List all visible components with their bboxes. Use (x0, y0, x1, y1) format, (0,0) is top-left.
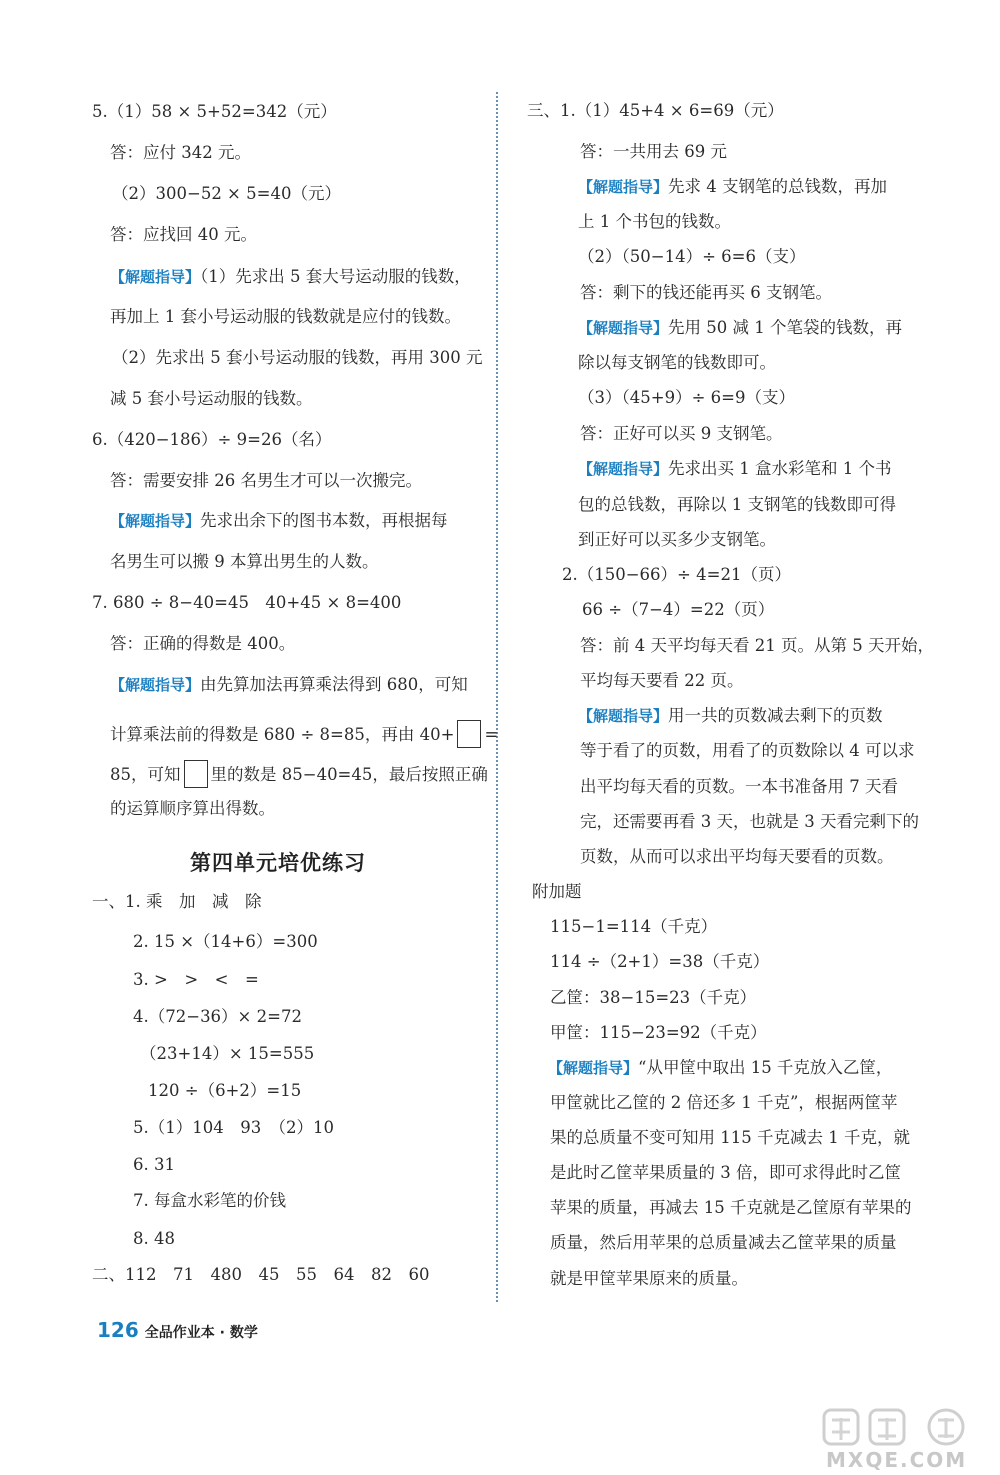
answer-line: 答：正确的得数是 400。 (110, 634, 296, 653)
answer-line: 一、1. 乘 加 减 除 (92, 892, 262, 911)
hint-tag: 【解题指导】 (578, 707, 669, 725)
answer-line: 答：应付 342 元。 (110, 143, 251, 162)
answer-line: 114 ÷（2+1）=38（千克） (550, 952, 770, 971)
blank-box (184, 760, 208, 788)
hint-tag: 【解题指导】 (110, 512, 201, 530)
answer-line: 5.（1）58 × 5+52=342（元） (92, 102, 337, 121)
answer-line: 三、1.（1）45+4 × 6=69（元） (527, 101, 784, 120)
hint-line: 【解题指导】先求出余下的图书本数，再根据每 (110, 511, 448, 530)
hint-line: 【解题指导】先求出买 1 盒水彩笔和 1 个书 (578, 459, 892, 478)
hint-text: 里的数是 85−40=45，最后按照正确 (210, 765, 488, 784)
answer-line: （3）（45+9）÷ 6=9（支） (578, 388, 795, 407)
answer-line: 平均每天要看 22 页。 (580, 671, 744, 690)
hint-line: 苹果的质量，再减去 15 千克就是乙筐原有苹果的 (550, 1198, 912, 1217)
hint-tag: 【解题指导】 (578, 178, 669, 196)
answer-line: 2. 15 ×（14+6）=300 (133, 932, 318, 951)
page-number: 126 (97, 1318, 139, 1342)
hint-line: 【解题指导】先求 4 支钢笔的总钱数，再加 (578, 177, 888, 196)
hint-line: 【解题指导】“从甲筐中取出 15 千克放入乙筐， (548, 1058, 893, 1077)
hint-tag: 【解题指导】 (578, 319, 669, 337)
answer-line: 120 ÷（6+2）=15 (148, 1081, 302, 1100)
hint-tag: 【解题指导】 (110, 268, 201, 286)
blank-box (457, 720, 481, 748)
hint-line: 的运算顺序算出得数。 (110, 799, 275, 818)
section-label: 附加题 (532, 882, 582, 901)
hint-line: （2）先求出 5 套小号运动服的钱数，再用 300 元 (112, 348, 483, 367)
hint-line: 【解题指导】（1）先求出 5 套大号运动服的钱数， (110, 267, 471, 286)
answer-line: 答：正好可以买 9 支钢笔。 (580, 424, 783, 443)
hint-line: 【解题指导】由先算加法再算乘法得到 680，可知 (110, 675, 468, 694)
hint-tag: 【解题指导】 (578, 460, 669, 478)
section-title: 第四单元培优练习 (190, 851, 366, 875)
hint-line: 到正好可以买多少支钢笔。 (578, 530, 776, 549)
answer-line: 2.（150−66）÷ 4=21（页） (562, 565, 791, 584)
answer-line: 答：剩下的钱还能再买 6 支钢笔。 (580, 283, 832, 302)
answer-line: （2）（50−14）÷ 6=6（支） (578, 247, 806, 266)
hint-tag: 【解题指导】 (548, 1059, 639, 1077)
column-divider (496, 92, 498, 1302)
hint-line (110, 720, 498, 748)
answer-line: 答：前 4 天平均每天看 21 页。从第 5 天开始， (580, 636, 934, 655)
hint-line: 再加上 1 套小号运动服的钱数就是应付的钱数。 (110, 307, 461, 326)
hint-line: 名男生可以搬 9 本算出男生的人数。 (110, 552, 379, 571)
hint-text: 85，可知 (110, 765, 181, 784)
answer-line: 3. > > < = (133, 970, 259, 989)
watermark-text: MXQE.COM (826, 1448, 968, 1472)
answer-line: 乙筐：38−15=23（千克） (550, 988, 757, 1007)
answer-line: 5.（1）104 93 （2）10 (133, 1118, 334, 1137)
answer-line: 答：需要安排 26 名男生才可以一次搬完。 (110, 471, 422, 490)
answer-line: 8. 48 (133, 1229, 175, 1248)
answer-line: 4.（72−36）× 2=72 (133, 1007, 302, 1026)
answer-line: 6. 31 (133, 1155, 175, 1174)
hint-line: 【解题指导】先用 50 减 1 个笔袋的钱数，再 (578, 318, 902, 337)
hint-line: 减 5 套小号运动服的钱数。 (110, 389, 313, 408)
hint-line: 就是甲筐苹果原来的质量。 (550, 1269, 748, 1288)
answer-line: 115−1=114（千克） (550, 917, 718, 936)
hint-line: 果的总质量不变可知用 115 千克减去 1 千克，就 (550, 1128, 910, 1147)
answer-line: 66 ÷（7−4）=22（页） (582, 600, 775, 619)
answer-line: 答：一共用去 69 元 (580, 142, 727, 161)
hint-line: 出平均每天看的页数。一本书准备用 7 天看 (580, 777, 898, 796)
hint-line: 包的总钱数，再除以 1 支钢笔的钱数即可得 (578, 495, 896, 514)
hint-line: 甲筐就比乙筐的 2 倍还多 1 千克”，根据两筐苹 (550, 1093, 898, 1112)
book-title: 全品作业本 · 数学 (144, 1325, 258, 1341)
answer-line: 7. 680 ÷ 8−40=45 40+45 × 8=400 (92, 593, 402, 612)
answer-line: （2）300−52 × 5=40（元） (112, 184, 341, 203)
answer-line: 答：应找回 40 元。 (110, 225, 257, 244)
hint-line: 上 1 个书包的钱数。 (578, 212, 731, 231)
answer-line: 二、112 71 480 45 55 64 82 60 (92, 1265, 430, 1284)
hint-text: 计算乘法前的得数是 680 ÷ 8=85，再由 40+ (110, 725, 455, 744)
answer-line: 甲筐：115−23=92（千克） (550, 1023, 767, 1042)
hint-text: = (484, 725, 499, 744)
page-footer (97, 1318, 258, 1342)
hint-line: 【解题指导】用一共的页数减去剩下的页数 (578, 706, 883, 725)
hint-line (110, 760, 488, 788)
hint-tag: 【解题指导】 (110, 676, 201, 694)
hint-line: 等于看了的页数，用看了的页数除以 4 可以求 (580, 741, 915, 760)
hint-line: 页数，从而可以求出平均每天要看的页数。 (580, 847, 894, 866)
hint-line: 是此时乙筐苹果质量的 3 倍，即可求得此时乙筐 (550, 1163, 901, 1182)
hint-line: 完，还需要再看 3 天，也就是 3 天看完剩下的 (580, 812, 919, 831)
answer-line: （23+14）× 15=555 (140, 1044, 315, 1063)
hint-line: 除以每支钢笔的钱数即可。 (578, 353, 776, 372)
hint-line: 质量，然后用苹果的总质量减去乙筐苹果的质量 (550, 1233, 897, 1252)
answer-line: 7. 每盒水彩笔的价钱 (133, 1191, 286, 1210)
answer-line: 6.（420−186）÷ 9=26（名） (92, 430, 332, 449)
